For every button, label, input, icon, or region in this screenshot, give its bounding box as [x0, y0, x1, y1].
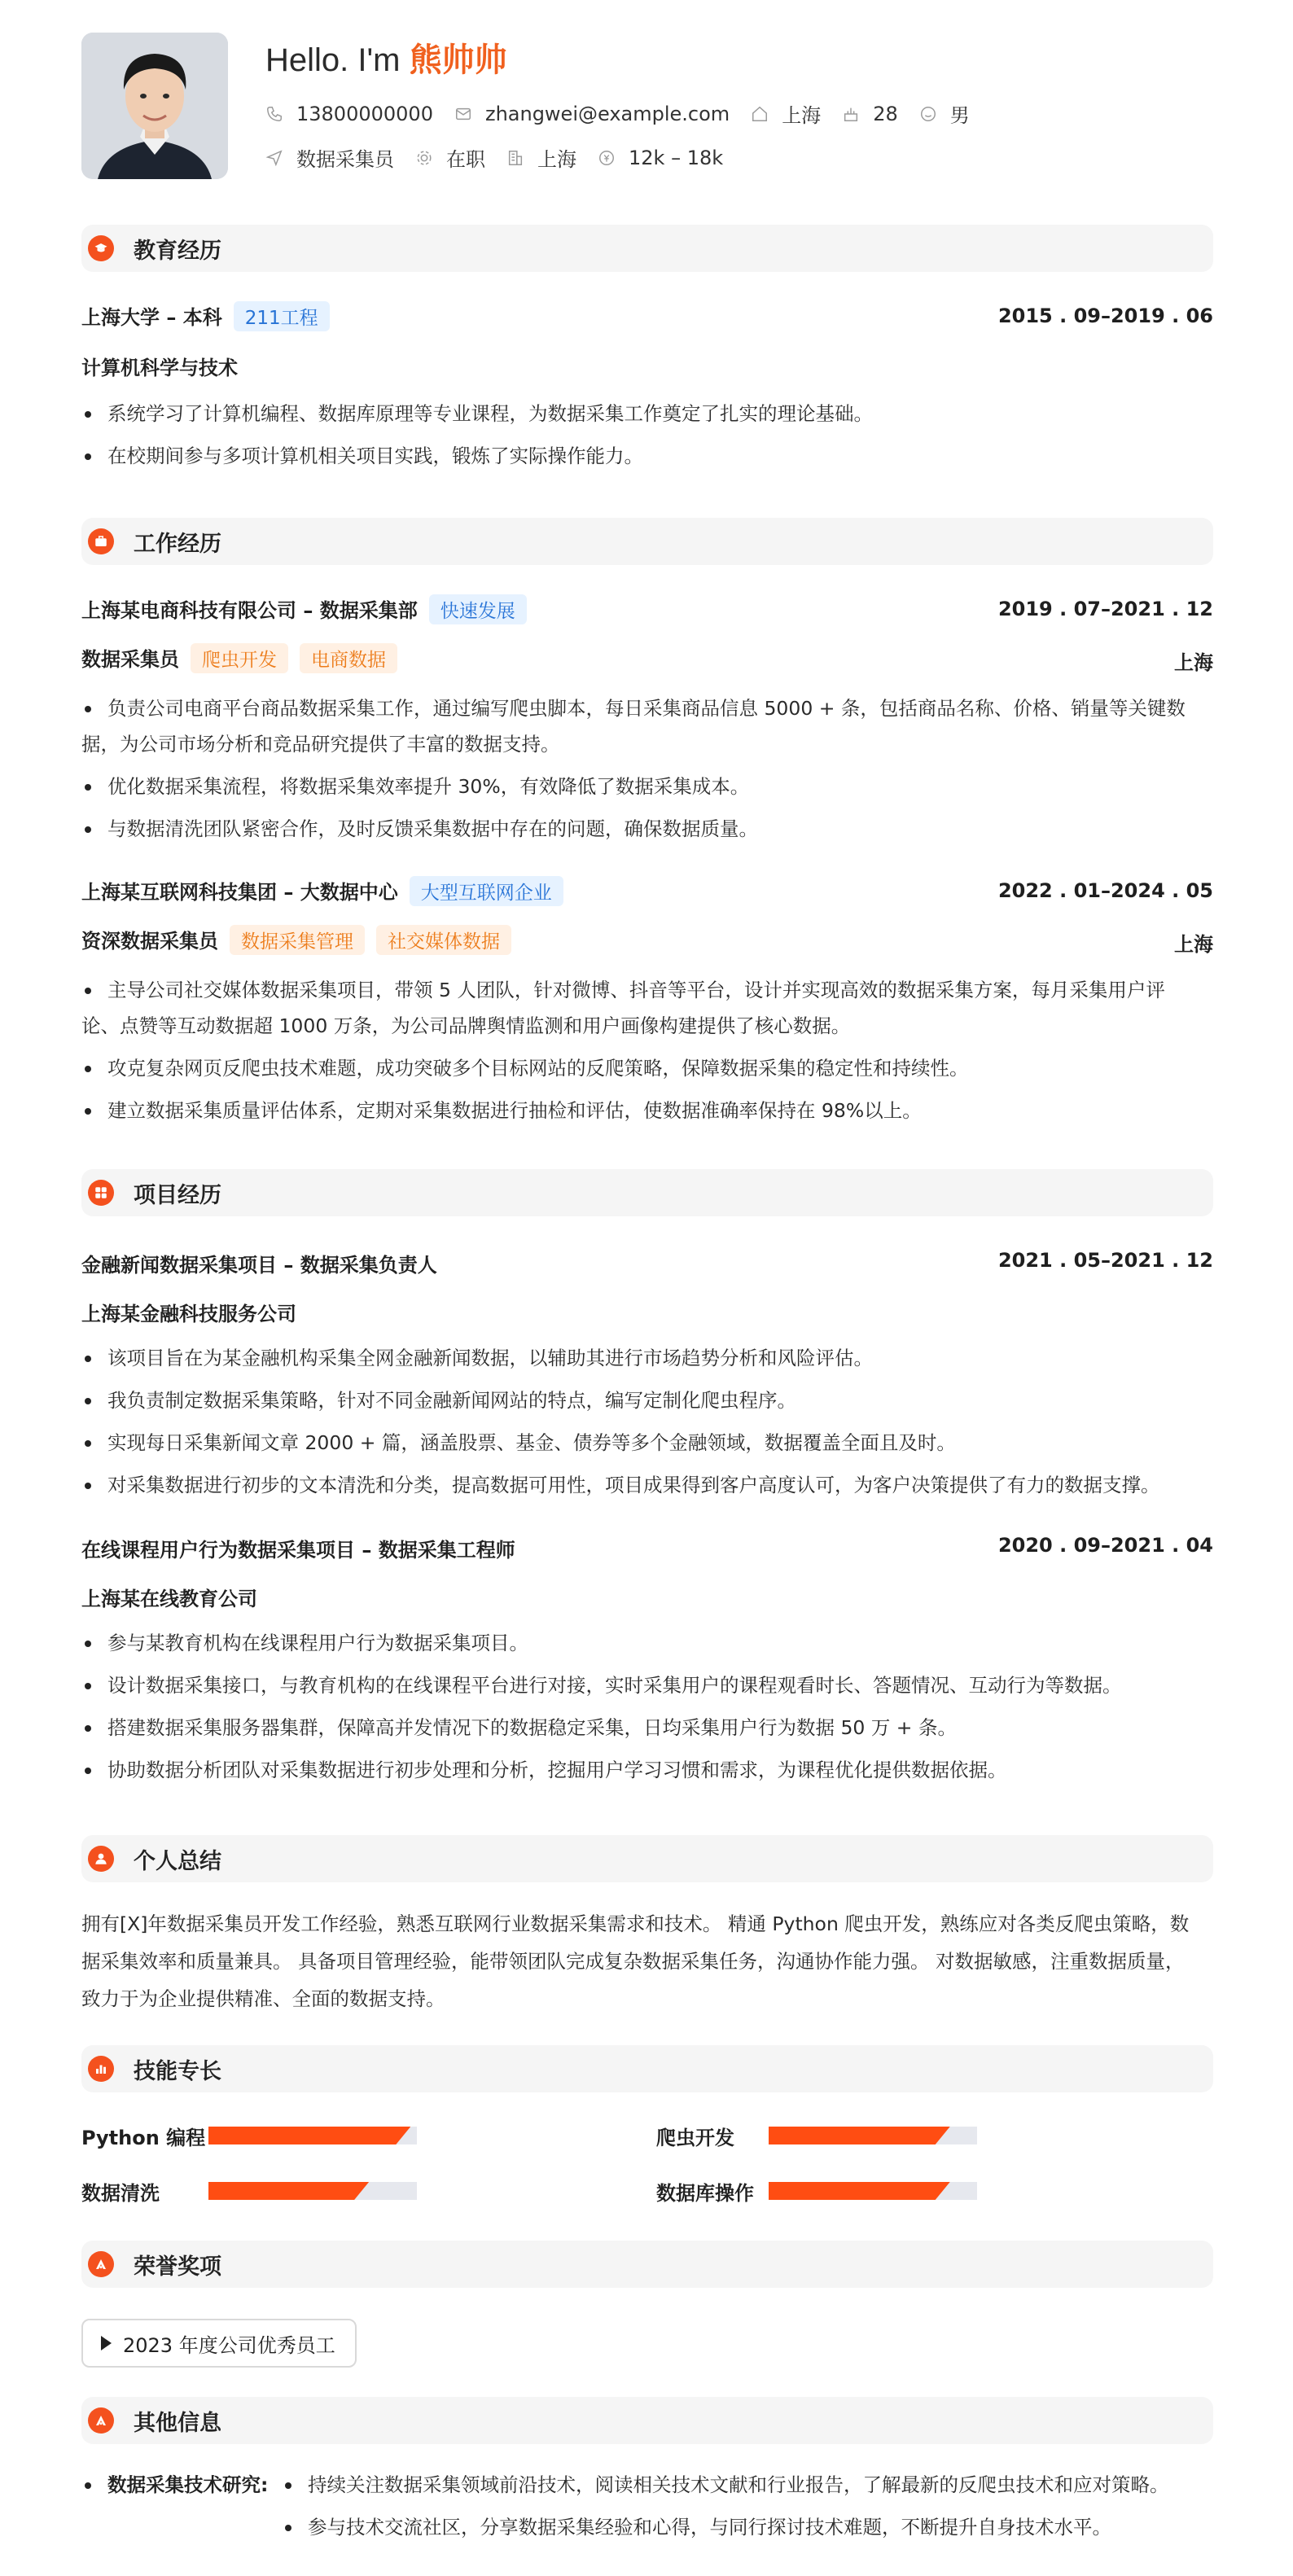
gender-info [919, 99, 970, 128]
work-company [81, 876, 563, 906]
work-location: 上海 [1174, 933, 1213, 956]
other-label: 数据采集技术研究: [107, 2473, 269, 2496]
skill-name: 数据清洗 [81, 2182, 160, 2205]
status-info [415, 143, 485, 172]
info-icon [88, 2407, 114, 2434]
work-company [81, 594, 527, 624]
section-skills [81, 2045, 1213, 2092]
email-text: zhangwei@example.com [484, 102, 730, 125]
project-org: 上海某在线教育公司 [81, 1588, 257, 1610]
list-item: 设计数据采集接口，与教育机构的在线课程平台进行对接，实时采集用户的课程观看时长、答题情况、互动行为等数据。 [81, 1667, 1213, 1703]
company-name: 上海某互联网科技集团 – 大数据中心 [81, 881, 398, 904]
company-tag: 快速发展 [429, 594, 527, 624]
skill-name: 数据库操作 [656, 2182, 754, 2205]
work-location: 上海 [1174, 651, 1213, 674]
list-item: 实现每日采集新闻文章 2000 + 篇，涵盖股票、基金、债券等多个金融领域，数据覆盖全面且及时。 [81, 1425, 1213, 1461]
section-title: 工作经历 [134, 531, 221, 557]
gear-icon [415, 149, 433, 167]
face-icon [919, 105, 937, 123]
summary-line: 据采集效率和质量兼具。 具备项目管理经验，能带领团队完成复杂数据采集任务，沟通协作能力强。 对数据敏感，注重数据质量， [81, 1950, 1185, 1973]
list-item: 参与某教育机构在线课程用户行为数据采集项目。 [81, 1625, 1213, 1661]
list-item: 建立数据采集质量评估体系，定期对采集数据进行抽检和评估，使数据准确率保持在 98%以上。 [81, 1093, 1213, 1128]
bullet-line: 据，为公司市场分析和竞品研究提供了丰富的数据支持。 [81, 733, 560, 756]
section-title: 荣誉奖项 [134, 2254, 221, 2280]
award-icon [88, 2251, 114, 2277]
role-tag: 爬虫开发 [191, 643, 288, 673]
list-item: 参与技术交流社区，分享数据采集经验和心得，与同行探讨技术难题，不断提升自身技术水平。 [282, 2509, 1218, 2545]
work-city-info [506, 143, 576, 172]
contact-row [265, 99, 991, 128]
project-date: 2021 . 05–2021 . 12 [997, 1249, 1213, 1272]
section-summary [81, 1835, 1213, 1882]
honor-text: 2023 年度公司优秀员工 [123, 2333, 335, 2357]
skill-bar-fill [769, 2127, 950, 2144]
list-item [81, 690, 1213, 762]
graduation-cap-icon [88, 235, 114, 261]
skill-name: 爬虫开发 [656, 2127, 734, 2149]
briefcase-icon [88, 528, 114, 554]
age-text: 28 [873, 102, 898, 125]
work-date: 2019 . 07–2021 . 12 [997, 598, 1213, 620]
user-icon [88, 1846, 114, 1872]
skill-bar [769, 2127, 977, 2144]
candidate-name: 熊帅帅 [409, 42, 507, 79]
role-name: 数据采集员 [81, 648, 179, 671]
section-other [81, 2397, 1213, 2444]
position-text: 数据采集员 [296, 148, 394, 171]
list-item: 系统学习了计算机编程、数据库原理等专业课程，为数据采集工作奠定了扎实的理论基础。 [81, 396, 1213, 432]
company-tag: 大型互联网企业 [410, 876, 563, 906]
section-education [81, 225, 1213, 272]
school-name: 上海大学 – 本科 [81, 306, 222, 329]
list-item: 搭建数据采集服务器集群，保障高并发情况下的数据稳定采集，日均采集用户行为数据 50 万 + 条。 [81, 1710, 1213, 1746]
other-info-list [81, 2467, 268, 2503]
phone-icon [265, 105, 283, 123]
phone-info [265, 103, 433, 125]
building-icon [506, 149, 524, 167]
education-date: 2015 . 09–2019 . 06 [997, 304, 1213, 327]
greeting-prefix: Hello. I'm [265, 42, 410, 78]
skill-bar [769, 2182, 977, 2200]
skill-bar [208, 2182, 417, 2200]
list-item: 与数据清洗团队紧密合作，及时反馈采集数据中存在的问题，确保数据质量。 [81, 811, 1213, 847]
avatar [81, 33, 228, 179]
list-item: 我负责制定数据采集策略，针对不同金融新闻网站的特点，编写定制化爬虫程序。 [81, 1382, 1213, 1418]
list-item [81, 2467, 268, 2503]
work-date: 2022 . 01–2024 . 05 [997, 879, 1213, 902]
summary-line: 拥有[X]年数据采集员开发工作经验，熟悉互联网行业数据采集需求和技术。 精通 Python 爬虫开发，熟练应对各类反爬虫策略，数 [81, 1912, 1190, 1935]
bullet-dot [85, 2482, 91, 2489]
list-item: 持续关注数据采集领域前沿技术，阅读相关技术文献和行业报告，了解最新的反爬虫技术和应对策略。 [282, 2467, 1218, 2503]
project-title: 在线课程用户行为数据采集项目 – 数据采集工程师 [81, 1539, 515, 1562]
summary-text [81, 1905, 1213, 2017]
list-item [81, 972, 1213, 1044]
education-school [81, 301, 330, 331]
work-city-text: 上海 [537, 148, 576, 171]
role-tag: 数据采集管理 [230, 925, 365, 955]
mail-icon [454, 105, 472, 123]
home-icon [751, 105, 769, 123]
section-title: 技能专长 [134, 2058, 221, 2084]
grid-icon [88, 1180, 114, 1206]
section-projects [81, 1169, 1213, 1216]
work-role [81, 643, 397, 673]
role-tag: 社交媒体数据 [376, 925, 511, 955]
project-org: 上海某金融科技服务公司 [81, 1303, 296, 1325]
bullet-line: 论、点赞等互动数据超 1000 万条，为公司品牌舆情监测和用户画像构建提供了核心数据。 [81, 1014, 851, 1037]
section-work [81, 518, 1213, 565]
section-title: 个人总结 [134, 1848, 221, 1874]
position-info [265, 143, 394, 172]
list-item: 对采集数据进行初步的文本清洗和分类，提高数据可用性，项目成果得到客户高度认可，为客户决策提供了有力的数据支撑。 [81, 1467, 1213, 1503]
email-info [454, 103, 730, 125]
work-role [81, 925, 511, 955]
job-row [265, 143, 744, 172]
gender-text: 男 [949, 104, 970, 127]
skill-bar-fill [208, 2182, 369, 2200]
play-triangle-icon [101, 2336, 112, 2350]
skill-bar-fill [208, 2127, 410, 2144]
school-tag: 211工程 [234, 301, 330, 331]
role-name: 资深数据采集员 [81, 930, 218, 953]
salary-text: 12k – 18k [629, 146, 724, 169]
bullet-line: 主导公司社交媒体数据采集项目，带领 5 人团队，针对微博、抖音等平台，设计并实现高效的数据采集方案，每月采集用户评 [107, 979, 1165, 1001]
section-honors [81, 2241, 1213, 2288]
avatar-portrait-icon [81, 33, 228, 179]
resume-header [81, 33, 1213, 179]
section-title: 项目经历 [134, 1182, 221, 1208]
cake-icon [842, 105, 860, 123]
list-item: 攻克复杂网页反爬虫技术难题，成功突破多个目标网站的反爬策略，保障数据采集的稳定性和持续性。 [81, 1050, 1213, 1086]
skill-name: Python 编程 [81, 2127, 206, 2149]
education-major: 计算机科学与技术 [81, 357, 238, 379]
city-text: 上海 [782, 104, 822, 127]
section-title: 教育经历 [134, 238, 221, 264]
send-icon [265, 149, 283, 167]
status-text: 在职 [446, 148, 485, 171]
skill-bar-fill [769, 2182, 950, 2200]
summary-line: 致力于为企业提供精准、全面的数据支持。 [81, 1987, 445, 2010]
city-info [751, 99, 821, 128]
project-date: 2020 . 09–2021 . 04 [997, 1534, 1213, 1557]
section-title: 其他信息 [134, 2410, 221, 2436]
company-name: 上海某电商科技有限公司 – 数据采集部 [81, 599, 418, 622]
bullet-line: 负责公司电商平台商品数据采集工作，通过编写爬虫脚本，每日采集商品信息 5000 + 条，包括商品名称、价格、销量等关键数 [107, 697, 1186, 720]
list-item: 优化数据采集流程，将数据采集效率提升 30%，有效降低了数据采集成本。 [81, 769, 1213, 804]
bar-chart-icon [88, 2056, 114, 2082]
list-item: 在校期间参与多项计算机相关项目实践，锻炼了实际操作能力。 [81, 438, 1213, 474]
age-info [842, 103, 898, 125]
honor-item[interactable] [81, 2319, 357, 2368]
phone-text: 13800000000 [296, 102, 433, 125]
list-item: 协助数据分析团队对采集数据进行初步处理和分析，挖掘用户学习习惯和需求，为课程优化提供数据依据。 [81, 1752, 1213, 1788]
coin-icon [598, 149, 616, 167]
project-title: 金融新闻数据采集项目 – 数据采集负责人 [81, 1254, 437, 1277]
role-tag: 电商数据 [300, 643, 397, 673]
salary-info [598, 147, 723, 169]
list-item: 该项目旨在为某金融机构采集全网金融新闻数据，以辅助其进行市场趋势分析和风险评估。 [81, 1340, 1213, 1376]
skill-bar [208, 2127, 417, 2144]
greeting-title [265, 34, 507, 81]
